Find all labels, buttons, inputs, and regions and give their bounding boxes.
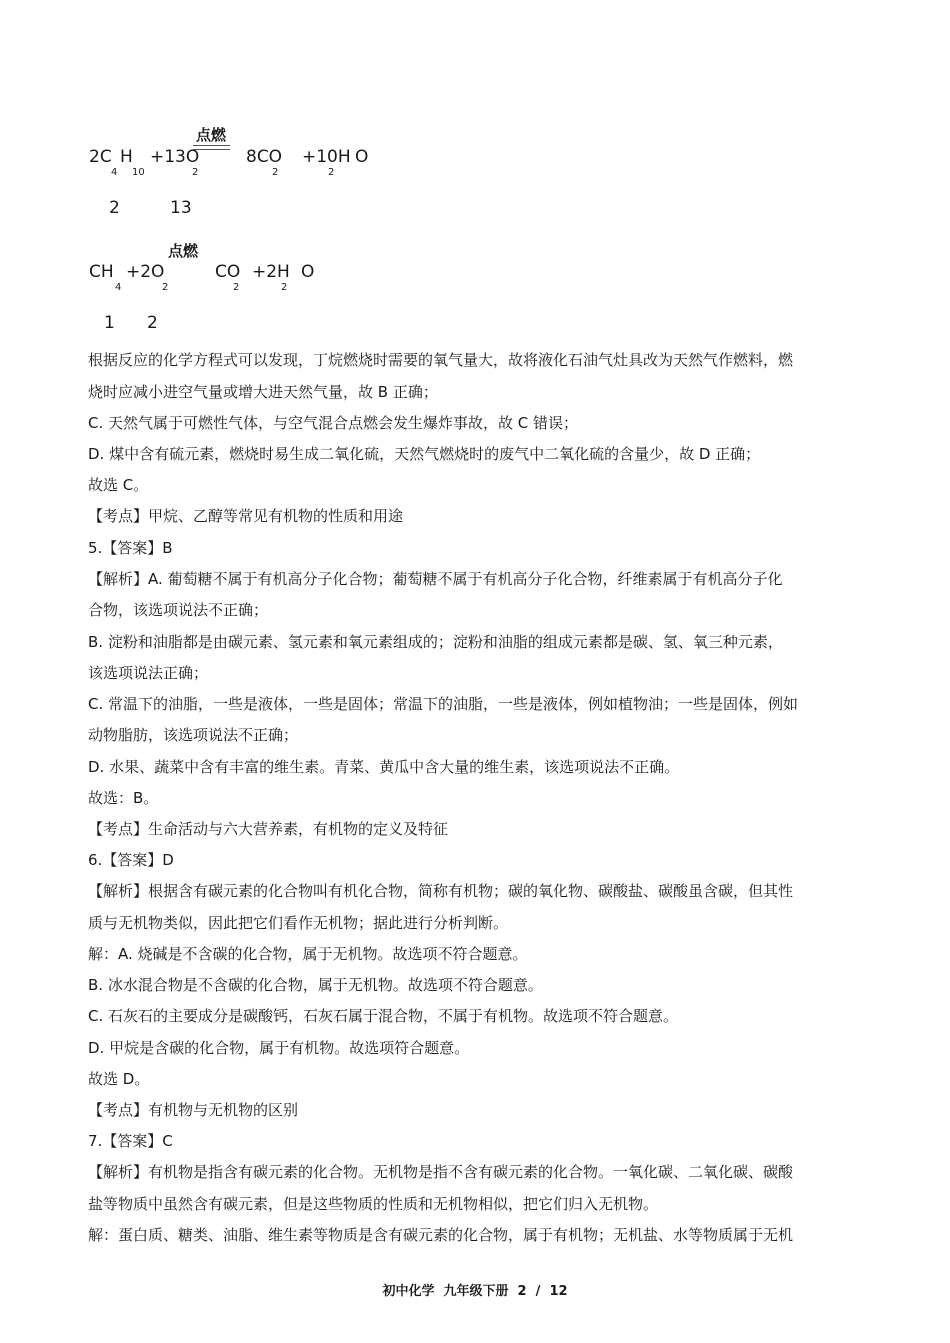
body-text-line: 解：蛋白质、糖类、油脂、维生素等物质是含有碳元素的化合物，属于有机物；无机盐、水等物质属于无机 (88, 1226, 794, 1244)
eq-subscript: 2 (162, 282, 169, 293)
key-point-line: 【考点】有机物与无机物的区别 (88, 1101, 299, 1119)
eq-term: O (301, 262, 315, 282)
key-point-line: 【考点】甲烷、乙醇等常见有机物的性质和用途 (88, 507, 404, 525)
body-text-line: 动物脂肪，该选项说法不正确； (88, 726, 299, 744)
eq-subscript: 2 (281, 282, 288, 293)
eq-term: 8CO (246, 147, 283, 167)
body-text-line: 烧时应减小进空气量或增大进天然气量，故 B 正确； (88, 383, 438, 401)
body-text-line: 解：A. 烧碱是不含碳的化合物，属于无机物。故选项不符合题意。 (88, 945, 528, 963)
eq-term: CH (89, 262, 114, 282)
page-footer: 初中化学 九年级下册 2 / 12 (382, 1284, 568, 1299)
eq-term: O (355, 147, 369, 167)
body-text-line: B. 冰水混合物是不含碳的化合物，属于无机物。故选项不符合题意。 (88, 976, 543, 994)
eq-term: H (120, 147, 133, 167)
answer-heading: 6.【答案】D (88, 851, 174, 869)
key-point-line: 【考点】生命活动与六大营养素，有机物的定义及特征 (88, 820, 449, 838)
eq-subscript: 4 (111, 167, 118, 178)
body-text-line: 故选 C。 (88, 476, 149, 494)
body-text-line: C. 石灰石的主要成分是碳酸钙，石灰石属于混合物，不属于有机物。故选项不符合题意。 (88, 1007, 679, 1025)
eq-subscript: 10 (132, 167, 145, 178)
eq-ratio: 1 (104, 313, 115, 333)
body-text-line: 故选：B。 (88, 789, 159, 807)
body-text-line: 盐等物质中虽然含有碳元素，但是这些物质的性质和无机物相似，把它们归入无机物。 (88, 1195, 659, 1213)
eq-subscript: 2 (192, 167, 199, 178)
eq-subscript: 2 (328, 167, 335, 178)
body-text-line: 【解析】A. 葡萄糖不属于有机高分子化合物；葡萄糖不属于有机高分子化合物，纤维素属于有机高分子化 (88, 570, 783, 588)
eq-subscript: 2 (233, 282, 240, 293)
eq-term: +2H (252, 262, 290, 282)
body-text-line: D. 甲烷是含碳的化合物，属于有机物。故选项符合题意。 (88, 1039, 470, 1057)
eq-ratio: 13 (170, 198, 192, 218)
answer-heading: 7.【答案】C (88, 1132, 173, 1150)
body-text-line: C. 常温下的油脂，一些是液体，一些是固体；常温下的油脂，一些是液体，例如植物油；一些是固体，例如 (88, 695, 799, 713)
body-text-line: 故选 D。 (88, 1070, 150, 1088)
eq-term: CO (215, 262, 241, 282)
eq-term: 2C (89, 147, 112, 167)
eq-term: +13O (150, 147, 200, 167)
body-text-line: 合物，该选项说法不正确； (88, 601, 269, 619)
body-text-line: B. 淀粉和油脂都是由碳元素、氢元素和氧元素组成的；淀粉和油脂的组成元素都是碳、氢、氧三种元素， (88, 633, 783, 651)
body-text-line: C. 天然气属于可燃性气体，与空气混合点燃会发生爆炸事故，故 C 错误； (88, 414, 579, 432)
reaction-condition: 点燃 (168, 242, 199, 260)
eq-term: +10H (302, 147, 351, 167)
answer-heading: 5.【答案】B (88, 539, 173, 557)
reaction-condition: 点燃 (196, 126, 227, 144)
body-text-line: 质与无机物类似，因此把它们看作无机物；据此进行分析判断。 (88, 914, 509, 932)
body-text-line: 【解析】根据含有碳元素的化合物叫有机化合物，简称有机物；碳的氧化物、碳酸盐、碳酸虽含碳，但其性 (88, 882, 794, 900)
body-text-line: D. 水果、蔬菜中含有丰富的维生素。青菜、黄瓜中含大量的维生素，该选项说法不正确。 (88, 758, 680, 776)
eq-ratio: 2 (109, 198, 120, 218)
body-text-line: D. 煤中含有硫元素，燃烧时易生成二氧化硫，天然气燃烧时的废气中二氧化硫的含量少，故 D 正确； (88, 445, 761, 463)
eq-term: +2O (126, 262, 165, 282)
eq-subscript: 2 (272, 167, 279, 178)
body-text-line: 【解析】有机物是指含有碳元素的化合物。无机物是指不含有碳元素的化合物。一氧化碳、二氧化碳、碳酸 (88, 1163, 794, 1181)
eq-subscript: 4 (115, 282, 122, 293)
body-text-line: 该选项说法正确； (88, 664, 209, 682)
body-text-line: 根据反应的化学方程式可以发现，丁烷燃烧时需要的氧气量大，故将液化石油气灶具改为天然气作燃料，燃 (88, 351, 794, 369)
eq-ratio: 2 (147, 313, 158, 333)
